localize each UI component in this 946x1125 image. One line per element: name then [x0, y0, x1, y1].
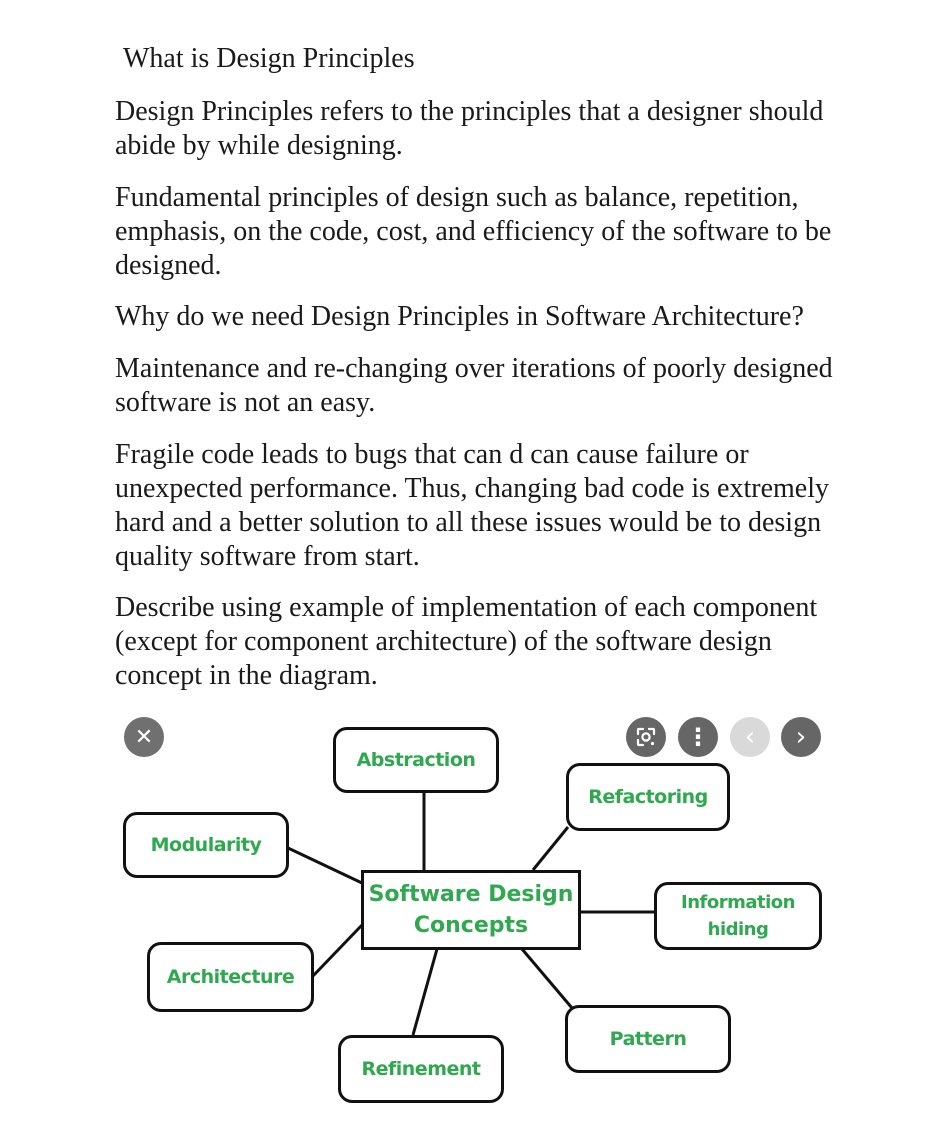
node-software-design-concepts: Software Design Concepts [361, 870, 581, 950]
close-icon[interactable]: ✕ [124, 717, 164, 757]
more-options-icon[interactable]: ⋮ [678, 717, 718, 757]
node-pattern: Pattern [565, 1005, 731, 1073]
paragraph-fragile-code: Fragile code leads to bugs that can d can cause failure or unexpected performance. Thus, changing bad code is extremely hard and a better solution to all these issues would be to design quality software from start. [115, 439, 829, 572]
paragraph-fundamentals: Fundamental principles of design such as balance, repetition, emphasis, on the code, cost, and efficiency of the software to be designed. [115, 182, 832, 281]
page-title: What is Design Principles [123, 43, 415, 74]
paragraph-question: Why do we need Design Principles in Software Architecture? [115, 301, 804, 332]
node-refinement: Refinement [338, 1035, 504, 1103]
lens-icon[interactable] [626, 717, 666, 757]
node-refactoring: Refactoring [566, 763, 730, 831]
connector-pattern [522, 949, 572, 1008]
node-architecture: Architecture [147, 942, 314, 1012]
connector-refactoring [533, 827, 568, 870]
chevron-right-icon[interactable]: › [781, 717, 821, 757]
paragraph-definition: Design Principles refers to the principles that a designer should abide by while designing. [115, 96, 824, 161]
paragraph-task: Describe using example of implementation of each component (except for component architecture) of the software design concept in the diagram. [115, 592, 818, 691]
connector-refinement [413, 949, 437, 1035]
chevron-left-icon[interactable]: ‹ [730, 717, 770, 757]
node-modularity: Modularity [123, 812, 289, 878]
connector-modularity [288, 848, 362, 883]
connector-architecture [312, 925, 362, 977]
lens-icon [635, 726, 657, 748]
paragraph-maintenance: Maintenance and re-changing over iterations of poorly designed software is not an easy. [115, 353, 833, 418]
software-design-concepts-diagram [0, 715, 946, 1125]
node-information-hiding: Information hiding [654, 882, 822, 950]
node-abstraction: Abstraction [333, 727, 499, 793]
